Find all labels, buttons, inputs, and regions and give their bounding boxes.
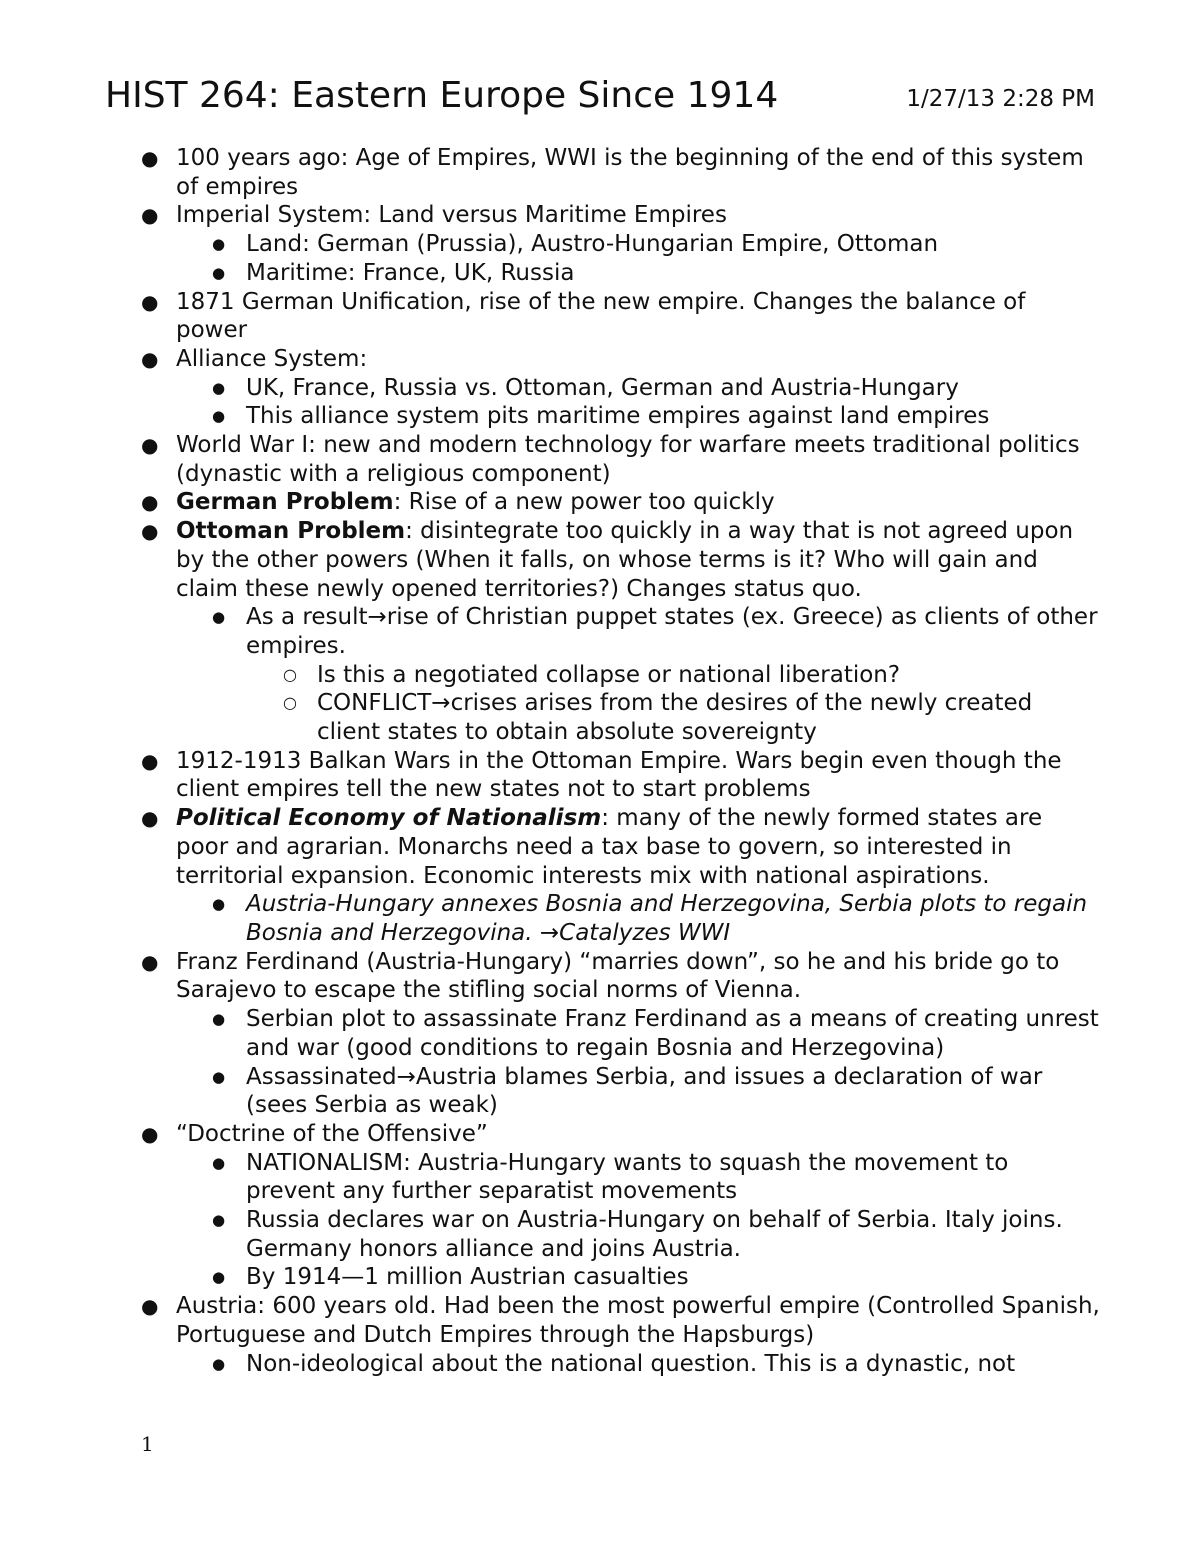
list-item-text (176, 518, 1073, 601)
bullet-icon: ● (141, 146, 159, 170)
text-segment: Austria-Hungary annexes Bosnia and Herzegovina, Serbia plots to regain Bosnia and Herzegovina. →Catalyzes WWI (246, 891, 1088, 946)
text-segment: Ottoman Problem (176, 518, 406, 545)
list-item-text (176, 202, 727, 228)
bullet-icon: ● (212, 378, 226, 397)
list-item-text (317, 662, 900, 688)
list-item (0, 1350, 1100, 1379)
list-item (0, 747, 1100, 804)
list-item-text (176, 949, 1059, 1004)
bullet-icon: ● (141, 1121, 159, 1146)
list-item (0, 201, 1100, 230)
list-item-text (246, 1006, 1099, 1061)
text-segment: Austria: 600 years old. Had been the most powerful empire (Controlled Spanish, Portuguese and Dutch Empires through the Hapsburgs) (176, 1293, 1100, 1348)
list-item (0, 804, 1100, 890)
bullet-icon: ● (212, 235, 226, 254)
text-segment: By 1914—1 million Austrian casualties (246, 1264, 689, 1291)
list-item (0, 1206, 1100, 1263)
document-title: HIST 264: Eastern Europe Since 1914 (105, 75, 779, 116)
bullet-icon: ● (212, 1211, 226, 1230)
hollow-bullet-icon: ○ (283, 664, 297, 684)
list-item (0, 374, 1100, 403)
text-segment: 1912-1913 Balkan Wars in the Ottoman Empire. Wars begin even though the client empires tell the new states not to start problems (176, 747, 1062, 803)
text-segment: Serbian plot to assassinate Franz Ferdinand as a means of creating unrest and war (good conditions to regain Bosnia and Herzegovina) (246, 1006, 1099, 1061)
bullet-icon: ● (212, 895, 226, 914)
list-item-text (176, 145, 1084, 200)
list-item (0, 488, 1100, 517)
text-segment: 100 years ago: Age of Empires, WWI is the beginning of the end of this system of empires (176, 145, 1084, 200)
text-segment: As a result→rise of Christian puppet states (ex. Greece) as clients of other empires. (246, 604, 1098, 659)
list-item-text (246, 375, 959, 401)
bullet-icon: ● (141, 748, 159, 773)
list-item-text (246, 231, 938, 257)
text-segment: Land: German (Prussia), Austro-Hungarian Empire, Ottoman (246, 231, 939, 258)
bullet-icon: ● (141, 203, 159, 228)
text-segment: : Rise of a new power too quickly (393, 489, 775, 516)
list-item-text (246, 1264, 689, 1290)
text-segment: : many of the newly formed states are poor and agrarian. Monarchs need a tax base to govern, so interested in territorial expansion. Economic interests mix with national aspirations. (176, 805, 1043, 889)
bullet-icon: ● (141, 346, 159, 371)
list-item-text (246, 403, 989, 429)
list-item-text (176, 1121, 488, 1147)
text-segment: “Doctrine of the Offensive” (176, 1120, 488, 1147)
text-segment: Russia declares war on Austria-Hungary on behalf of Serbia. Italy joins. Germany honors alliance and joins Austria. (246, 1207, 1063, 1262)
text-segment: This alliance system pits maritime empires against land empires (246, 403, 990, 430)
text-segment: UK, France, Russia vs. Ottoman, German and Austria-Hungary (246, 374, 959, 401)
list-item-text (246, 260, 574, 286)
list-item (0, 517, 1100, 603)
bullet-icon: ● (212, 1354, 226, 1373)
bullet-icon: ● (212, 407, 226, 426)
list-item (0, 603, 1100, 660)
bullet-icon: ● (212, 608, 226, 627)
bullet-icon: ● (141, 519, 159, 544)
list-item-text (246, 1207, 1063, 1262)
timestamp: 1/27/13 2:28 PM (906, 86, 1095, 112)
bullet-icon: ● (141, 1294, 159, 1319)
list-item (0, 259, 1100, 288)
list-item (0, 144, 1100, 201)
text-segment: Imperial System: Land versus Maritime Empires (176, 202, 727, 229)
list-item (0, 661, 1100, 690)
text-segment: Maritime: France, UK, Russia (246, 259, 575, 286)
bullet-icon: ● (141, 289, 159, 314)
bullet-icon: ● (212, 263, 226, 282)
list-item-text (246, 1064, 1042, 1119)
text-segment: NATIONALISM: Austria-Hungary wants to squash the movement to prevent any further separatist movements (246, 1149, 1009, 1205)
list-item-text (176, 432, 1080, 487)
notes-list (0, 144, 1100, 1378)
bullet-icon: ● (212, 1153, 226, 1172)
text-segment: CONFLICT→crises arises from the desires of the newly created client states to obtain absolute sovereignty (317, 690, 1033, 746)
list-item (0, 288, 1100, 345)
bullet-icon: ● (212, 1268, 226, 1287)
list-item-text (246, 1150, 1008, 1205)
bullet-icon: ● (141, 949, 159, 974)
list-item (0, 689, 1100, 746)
list-item (0, 431, 1100, 488)
list-item (0, 948, 1100, 1005)
list-item (0, 230, 1100, 259)
text-segment: Assassinated→Austria blames Serbia, and issues a declaration of war (sees Serbia as weak) (246, 1063, 1043, 1119)
page-header (105, 74, 1095, 124)
list-item (0, 1120, 1100, 1149)
list-item-text (176, 1293, 1100, 1348)
text-segment: Is this a negotiated collapse or national liberation? (317, 661, 901, 688)
text-segment: World War I: new and modern technology for warfare meets traditional politics (dynastic with a religious component) (176, 432, 1080, 487)
list-item-text (317, 690, 1032, 745)
list-item-text (176, 805, 1042, 888)
list-item (0, 1005, 1100, 1062)
list-item (0, 890, 1100, 947)
list-item-text (246, 1351, 1015, 1377)
text-segment: Political Economy of Nationalism (176, 805, 602, 832)
bullet-icon: ● (141, 490, 159, 515)
text-segment: German Problem (176, 489, 394, 516)
text-segment: 1871 German Unification, rise of the new empire. Changes the balance of power (176, 288, 1026, 344)
hollow-bullet-icon: ○ (283, 693, 297, 713)
list-item (0, 1063, 1100, 1120)
list-item-text (176, 489, 775, 515)
text-segment: Alliance System: (176, 345, 368, 372)
bullet-icon: ● (141, 806, 159, 831)
bullet-icon: ● (212, 1010, 226, 1029)
bullet-icon: ● (212, 1067, 226, 1086)
list-item (0, 402, 1100, 431)
list-item (0, 345, 1100, 374)
list-item-text (176, 289, 1025, 344)
list-item (0, 1263, 1100, 1292)
page-number: 1 (141, 1432, 154, 1456)
text-segment: : disintegrate too quickly in a way that is not agreed upon by the other powers (When it falls, on whose terms is it? Who will gain and claim these newly opened territories?) Changes status quo. (176, 518, 1074, 602)
text-segment: Franz Ferdinand (Austria-Hungary) “marries down”, so he and his bride go to Sarajevo to escape the stifling social norms of Vienna. (176, 948, 1060, 1004)
list-item-text (176, 346, 367, 372)
list-item-text (246, 604, 1098, 659)
list-item-text (246, 891, 1087, 946)
list-item (0, 1292, 1100, 1349)
list-item-text (176, 748, 1062, 803)
list-item (0, 1149, 1100, 1206)
bullet-icon: ● (141, 433, 159, 458)
text-segment: Non-ideological about the national question. This is a dynastic, not (246, 1350, 1016, 1377)
